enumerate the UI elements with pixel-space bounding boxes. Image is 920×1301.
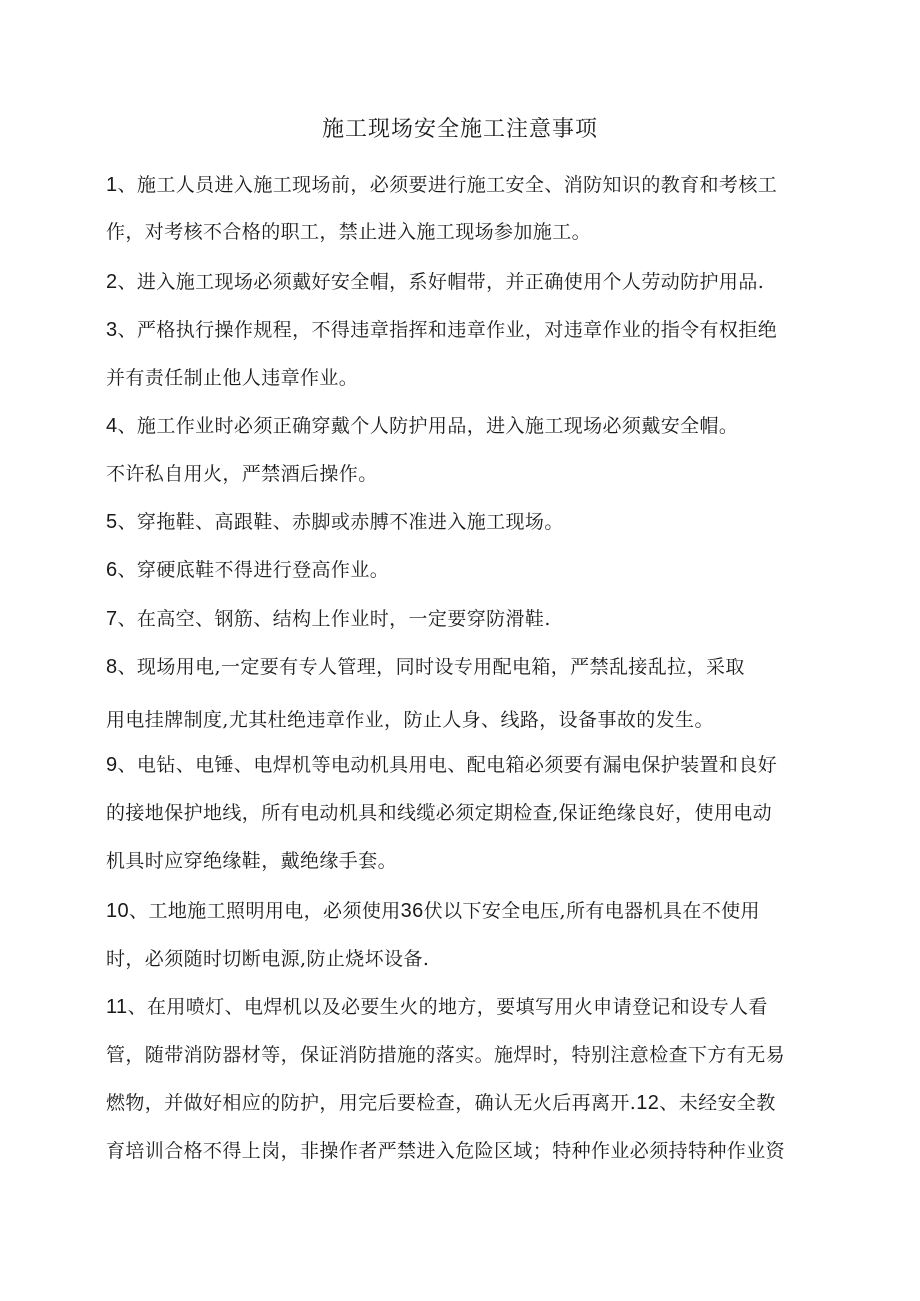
item-10-line-1 — [106, 896, 760, 923]
item-number: 7 — [106, 608, 118, 630]
item-9-line-2: 的接地保护地线，所有电动机具和线缆必须定期检查,保证绝缘良好，使用电动 — [106, 802, 773, 824]
item-number: 1 — [106, 174, 118, 196]
item-number: 12 — [636, 1092, 660, 1114]
item-8-line-1 — [106, 652, 745, 679]
item-1-line-2: 作，对考核不合格的职工，禁止进入施工现场参加施工。 — [106, 221, 592, 243]
item-text: 、工地施工照明用电，必须使用 — [129, 900, 401, 922]
item-11-line-2: 管，随带消防器材等，保证消防措施的落实。施焊时，特别注意检查下方有无易 — [106, 1044, 786, 1066]
item-text: 、穿硬底鞋不得进行登高作业。 — [117, 559, 390, 581]
item-9-line-3: 机具时应穿绝缘鞋，戴绝缘手套。 — [106, 850, 398, 872]
item-number: 10 — [106, 900, 130, 922]
item-6-line-1 — [106, 555, 389, 582]
item-3-line-2: 并有责任制止他人违章作业。 — [106, 367, 359, 389]
item-11-line-3 — [106, 1088, 776, 1115]
item-text: 、穿拖鞋、高跟鞋、赤脚或赤膊不准进入施工现场。 — [117, 511, 564, 533]
item-11-line-1 — [106, 992, 768, 1019]
item-12-line-2: 育培训合格不得上岗，非操作者严禁进入危险区域；特种作业必须持特种作业资 — [106, 1140, 786, 1162]
item-number: 3 — [106, 319, 118, 341]
item-text: 、现场用电,一定要有专人管理，同时设专用配电箱，严禁乱接乱拉，采取 — [117, 656, 745, 678]
item-number: 9 — [106, 754, 118, 776]
item-10-line-2: 时，必须随时切断电源,防止烧坏设备. — [106, 948, 430, 970]
item-number: 11 — [106, 996, 128, 1018]
item-8-line-2: 用电挂牌制度,尤其杜绝违章作业，防止人身、线路，设备事故的发生。 — [106, 709, 714, 731]
item-number: 5 — [106, 511, 118, 533]
item-text: 伏以下安全电压,所有电器机具在不使用 — [423, 900, 760, 922]
item-number: 4 — [106, 415, 118, 437]
item-text: 、电钻、电锤、电焊机等电动机具用电、配电箱必须要有漏电保护装置和良好 — [117, 754, 778, 776]
item-text: 、施工人员进入施工现场前，必须要进行施工安全、消防知识的教育和考核工 — [117, 174, 778, 196]
item-4-line-1 — [106, 411, 738, 438]
item-1-line-1 — [106, 170, 777, 197]
item-text: 、在用喷灯、电焊机以及必要生火的地方，要填写用火申请登记和设专人看 — [127, 996, 768, 1018]
item-number: 6 — [106, 559, 118, 581]
item-5-line-1 — [106, 507, 564, 534]
item-text: 燃物，并做好相应的防护，用完后要检查，确认无火后再离开. — [106, 1092, 637, 1114]
item-text: 、在高空、钢筋、结构上作业时，一定要穿防滑鞋. — [117, 608, 551, 630]
voltage-value: 36 — [400, 900, 424, 922]
item-7-line-1 — [106, 604, 551, 631]
document-title: 施工现场安全施工注意事项 — [321, 117, 598, 142]
item-number: 2 — [106, 271, 118, 293]
item-9-line-1 — [106, 750, 777, 777]
item-2-line-1 — [106, 267, 764, 294]
item-text: 、施工作业时必须正确穿戴个人防护用品，进入施工现场必须戴安全帽。 — [117, 415, 739, 437]
item-4-line-2: 不许私自用火，严禁酒后操作。 — [106, 463, 378, 485]
item-number: 8 — [106, 656, 118, 678]
item-3-line-1 — [106, 315, 777, 342]
item-text: 、严格执行操作规程，不得违章指挥和违章作业，对违章作业的指令有权拒绝 — [117, 319, 778, 341]
item-text: 、进入施工现场必须戴好安全帽，系好帽带，并正确使用个人劳动防护用品. — [117, 271, 765, 293]
item-text: 、未经安全教 — [659, 1092, 776, 1114]
